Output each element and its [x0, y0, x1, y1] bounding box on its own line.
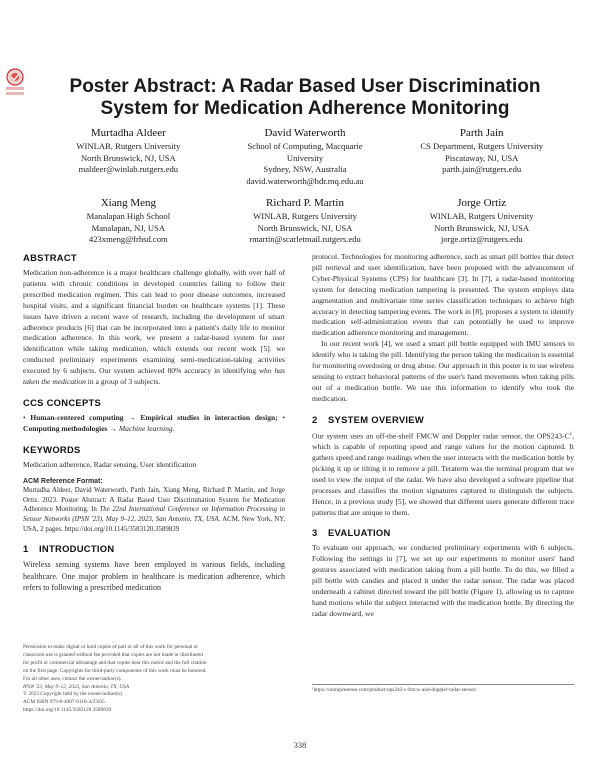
ccs-text: • Human-centered computing → Empirical studies in interaction design; • Computing methodologies → Machine learning.: [23, 412, 285, 433]
intro-text: Wireless sensing systems have been employed in various fields, including healthcare. One major problem in healthcare is medication adherence, which refers to following a prescribed medication: [23, 560, 285, 593]
author-email: david.waterworth@hdr.mq.edu.au: [246, 175, 364, 186]
author-location: Sydney, NSW, Australia: [263, 164, 347, 175]
keywords-heading: KEYWORDS: [23, 443, 81, 455]
author-affiliation: WINLAB, Rutgers University: [76, 141, 181, 151]
authors-row-2: [40, 197, 570, 246]
author-affiliation: Manalapan High School: [86, 211, 171, 221]
author-name: Jorge Ortiz: [457, 197, 507, 209]
system-overview-heading: 2 SYSTEM OVERVIEW: [312, 413, 425, 425]
acm-reference-heading: ACM Reference Format:: [23, 477, 103, 485]
author-affiliation: WINLAB, Rutgers University: [253, 211, 357, 221]
author-block: [217, 197, 394, 246]
abstract-heading: ABSTRACT: [23, 252, 77, 263]
artifacts-badge-icon: [4, 68, 26, 98]
author-name: Xiang Meng: [100, 197, 156, 209]
body-paragraph: protocol. Technologies for monitoring adherence, such as smart pill bottles that detect pill retrieval and user identification, have been proposed with the advancement of Cyber-Physical Systems (CPS) for healthcare [3]. In [7], a radar-based monitoring system for detecting medication tampering is presented. The system employs data augmentation and multivariate time series classification techniques to achieve high accuracy in detecting tampering events. The work in [8], proposes a system to identify medication self-administration events that can potentially be used to improve medication adherence monitoring and management.: [312, 252, 574, 338]
author-block: [217, 127, 394, 187]
keywords-text: Medication adherence, Radar sensing, User identification: [23, 459, 197, 469]
author-location: North Brunswick, NJ, USA: [80, 152, 176, 163]
author-name: Murtadha Aldeer: [90, 127, 166, 139]
author-location: North Brunswick, NJ, USA: [434, 222, 530, 233]
intro-heading: 1 INTRODUCTION: [23, 543, 115, 555]
body-paragraph: To evaluate our approach, we conducted preliminary experiments with 6 subjects. Following the settings in [7], we set up our experiments to monitor users' hand gestures associated with medication taking from a pill bottle. To do this, we filled a pill bottle with candies and placed it under the radar sensor. The radar was placed underneath a cabinet directed toward the pill bottle (Figure 1), allowing us to capture hand motions while the subject interacted with the medication bottle. By directing the radar downward, we: [312, 543, 574, 618]
author-block: [393, 197, 570, 246]
author-affiliation: School of Computing, Macquarie: [247, 141, 363, 151]
author-location: North Brunswick, NJ, USA: [257, 222, 353, 233]
ccs-heading: CCS CONCEPTS: [23, 396, 102, 408]
acm-reference: ACM Reference Format: Murtadha Aldeer, David Waterworth, Parth Jain, Xiang Meng, Richard P. Martin, and Jorge Ortiz. 2023. Poster Abstract: A Radar Based User Discrimination System for Medication Adherence Monitoring. In The 22nd International Conference on Information Processing in Sensor Networks (IPSN '23), May 9–12, 2023, San Antonio, TX, USA. ACM, New York, NY, USA, 2 pages. https://doi.org/10.1145/3583120.3589839: [23, 477, 286, 533]
abstract-text: Medication non-adherence is a major healthcare challenge globally, with over half of patients with chronic conditions in developed countries failing to follow their prescribed medication regimen. This can lead to poor disease outcomes, increased hospital visits, and a significant financial burden on healthcare systems [1]. These issues have driven a recent wave of research, including the development of smart adherence products [6] that can be incorporated into a patient's daily life to monitor medication adherence. In this work, we present a radar-based system for user identification while taking medication, which extends our recent work [5]. we conducted preliminary experiments examining semi-medication-taking activities executed by 6 subjects. Our system achieved 80% accuracy in identifying who has taken the medication in a group of 3 subjects.: [23, 268, 285, 387]
body-paragraph: Our system uses an off-the-shelf FMCW and Doppler radar sensor, the $OPS243-C^1$, which is capable of reporting speed and range values for the motion captured. It gathers speed and range readings when the user interacts with the medication bottle by picking it up or tilting it to remove a pill. Teraterm was the terminal program that we used to view the output of the radar. We have also developed a software pipeline that processes and classifies the motion signatures captured to distinguish the subjects. Hence, in a previous study [5], we showed that different users generate different trace patterns that are unique to them.: [312, 431, 574, 517]
author-location: Piscataway, NJ, USA: [444, 152, 519, 163]
abstract-emphasis: who has taken the medication: [23, 366, 285, 387]
author-affiliation: WINLAB, Rutgers University: [429, 211, 534, 221]
author-email: maldeer@winlab.rutgers.edu: [78, 164, 179, 175]
footnote: ¹https://omnipresense.com/product/ops243-c-fmcw-and-doppler-radar-sensor/: [312, 684, 574, 693]
body-paragraph: In our recent work [4], we used a smart pill bottle equipped with IMU sensors to identify who is taking the pill. Identifying the person taking the medication is essential for monitoring overdosing or drug abuse. Our approach in this poster is to use wireless sensing to extract behavioral patterns of the user's hand movements when taking pills out of a medication bottle. We use this information to identify who took the medication.: [312, 339, 574, 403]
authors-row-1: [40, 127, 570, 187]
left-column: [23, 252, 285, 594]
evaluation-heading: 3 EVALUATION: [312, 527, 391, 539]
author-name: David Waterworth: [264, 127, 346, 139]
copyright-footer: Permission to make digital or hard copies of part or all of this work for personal or classroom use is granted without fee provided that copies are not made or distributed for profit or commercial advantage and that copies bear this notice and the full citation on the first page. Copyrights for third-party components of this work must be honored. For all other uses, contact the owner/author(s). IPSN '23, May 9–12, 2023, San Antonio, TX, USA © 2023 Copyright held by the owner/author(s). ACM ISBN 979-8-4007-0118-4/23/05. https://doi.org/10.1145/3583120.3589839: [23, 644, 207, 714]
author-name: Parth Jain: [459, 127, 504, 139]
author-email: parth.jain@rutgers.edu: [442, 164, 522, 175]
author-email: jorge.ortiz@rutgers.edu: [440, 234, 523, 245]
author-email: rmartin@scarletmail.rutgers.edu: [249, 234, 361, 245]
author-name: Richard P. Martin: [266, 197, 344, 209]
author-affiliation: CS Department, Rutgers University: [420, 141, 544, 151]
author-block: [40, 127, 217, 187]
paper-title: Poster Abstract: A Radar Based User Discrimination System for Medication Adherence Monitoring: [69, 76, 541, 119]
page-number: 338: [293, 740, 307, 750]
author-email: 423xmeng@frhsd.com: [88, 234, 168, 245]
author-block: [393, 127, 570, 187]
author-block: [40, 197, 217, 246]
author-affiliation: University: [286, 152, 324, 163]
author-location: Manalapan, NJ, USA: [91, 222, 166, 233]
right-column: [312, 252, 574, 620]
